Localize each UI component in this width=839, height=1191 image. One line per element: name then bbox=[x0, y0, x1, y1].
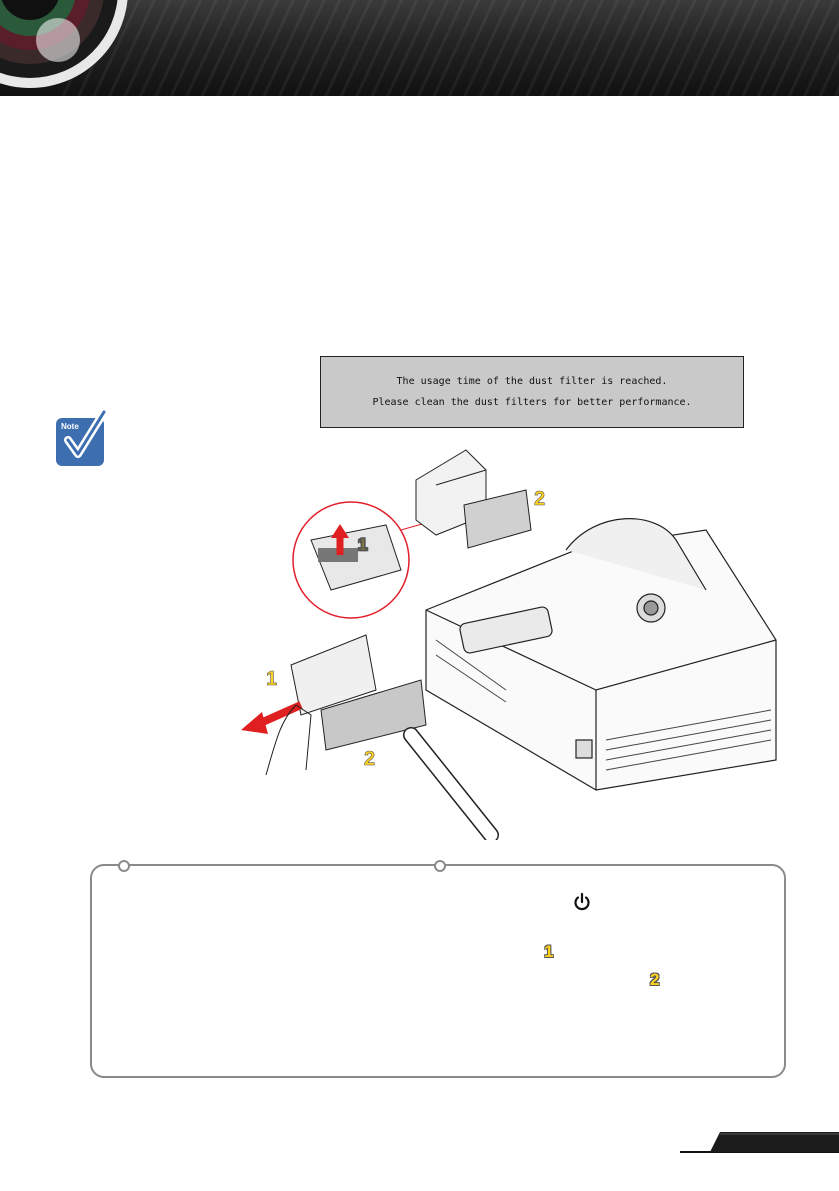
top-callout-2: 2 bbox=[534, 488, 546, 510]
zoom-callout-1: 1 bbox=[358, 535, 368, 554]
svg-text:Note: Note bbox=[61, 422, 79, 431]
message-line-2: Please clean the dust filters for better performance. bbox=[372, 397, 692, 408]
zoom-detail bbox=[293, 502, 436, 618]
step-callout-2: 2 bbox=[650, 970, 660, 989]
message-line-1: The usage time of the dust filter is reached. bbox=[396, 376, 668, 387]
projector-drawing bbox=[426, 519, 776, 790]
step-callout-1: 1 bbox=[544, 942, 554, 961]
page-header bbox=[0, 0, 839, 96]
lens-icon bbox=[0, 0, 130, 90]
page-footer-tab bbox=[680, 1130, 839, 1160]
lower-callout-2: 2 bbox=[364, 748, 376, 770]
dust-filter-message bbox=[320, 356, 744, 428]
cleaning-steps-box bbox=[90, 864, 786, 1078]
steps-box-connector-right bbox=[434, 860, 446, 872]
lower-callout-1: 1 bbox=[266, 668, 278, 690]
filter-removal-illustration bbox=[236, 440, 836, 840]
power-icon bbox=[572, 892, 592, 912]
steps-box-connector-left bbox=[118, 860, 130, 872]
note-checkmark-icon bbox=[56, 410, 108, 468]
header-texture bbox=[60, 0, 839, 96]
